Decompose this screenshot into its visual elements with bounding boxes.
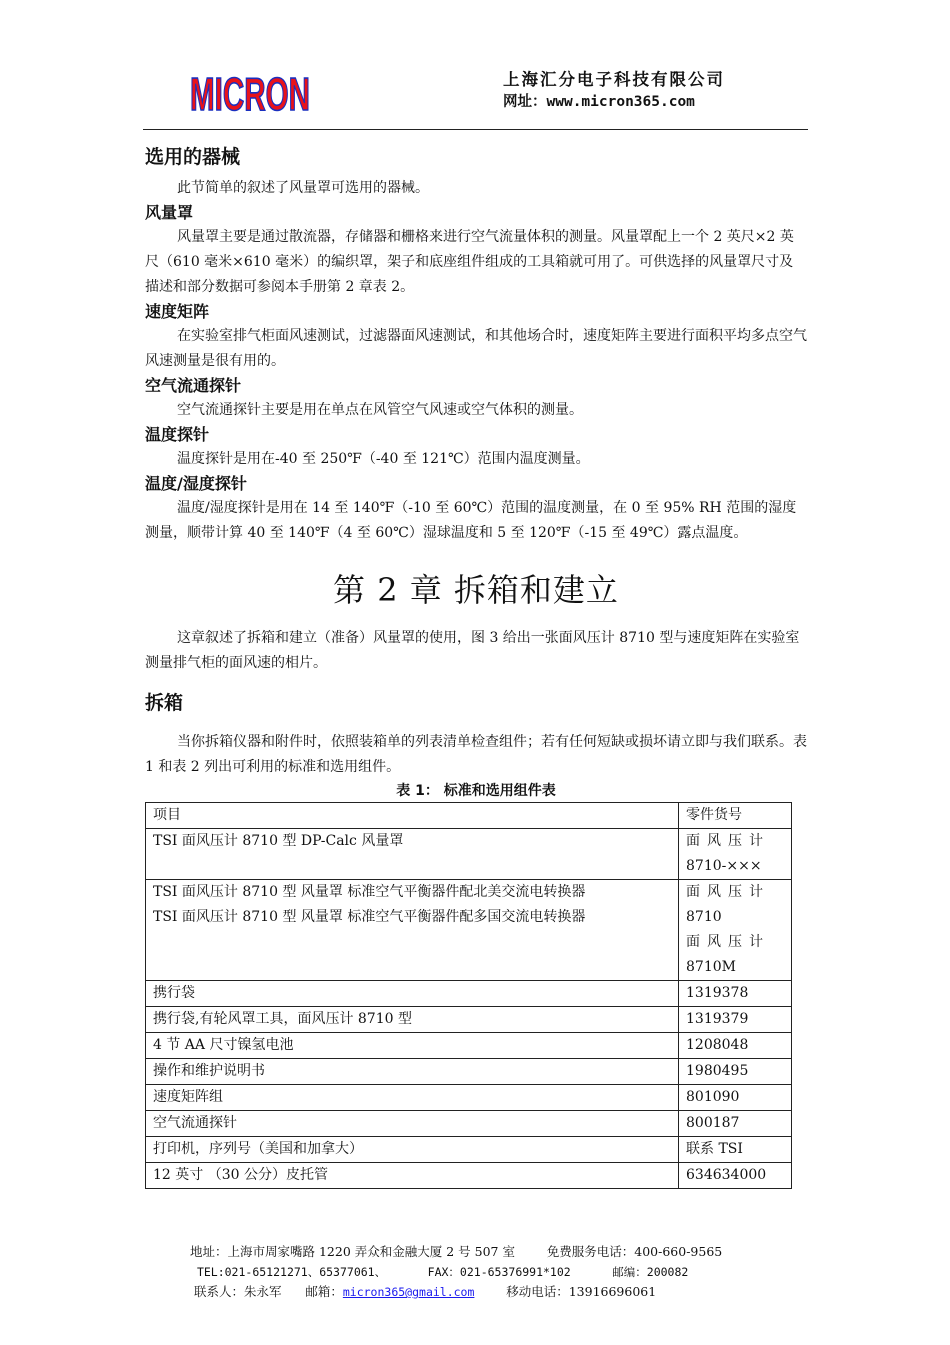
cell-item <box>146 1137 679 1163</box>
subsection-title-temp: 温度探针 <box>145 425 210 444</box>
footer-mobile: 移动电话：13916696061 <box>506 1284 657 1299</box>
part-line: 8710 <box>686 909 722 925</box>
unpack-paragraph: 当你拆箱仪器和附件时，依照装箱单的列表清单检查组件；若有任何短缺或损坏请立即与我们联系。表 1 和表 2 列出可利用的标准和选用组件。 <box>145 734 807 775</box>
footer-row-1 <box>190 1242 722 1262</box>
document-body <box>145 138 807 1189</box>
item-line: 打印机，序列号（美国和加拿大） <box>153 1141 363 1157</box>
website-url[interactable]: 网址：www.micron365.com <box>503 94 695 110</box>
company-name: 上海汇分电子科技有限公司 <box>503 70 725 89</box>
cell-item <box>146 1085 679 1111</box>
svg-text:MICRON: MICRON <box>190 68 310 120</box>
cell-part-number <box>679 1007 792 1033</box>
item-line: 12 英寸 （30 公分）皮托管 <box>153 1167 328 1183</box>
cell-part-number <box>679 1033 792 1059</box>
subsection-title-hood: 风量罩 <box>145 203 194 222</box>
cell-item <box>146 1111 679 1137</box>
equipment-intro: 此节简单的叙述了风量罩可选用的器械。 <box>177 180 429 196</box>
part-line: 1319379 <box>686 1011 749 1027</box>
header-item: 项目 <box>146 803 679 829</box>
footer-email-link[interactable]: micron365@gmail.com <box>342 1285 475 1299</box>
probe-paragraph: 空气流通探针主要是用在单点在风管空气风速或空气体积的测量。 <box>177 402 583 418</box>
part-line: 1980495 <box>686 1063 749 1079</box>
part-line: 8710-××× <box>686 858 762 874</box>
part-line: 面风压计 <box>686 934 770 950</box>
table-row <box>146 1059 792 1085</box>
table-caption: 表 1： 标准和选用组件表 <box>396 783 556 799</box>
table-row <box>146 1111 792 1137</box>
footer-email-label: 邮箱： <box>305 1284 343 1299</box>
subsection-title-probe: 空气流通探针 <box>145 376 242 395</box>
table-row <box>146 1085 792 1111</box>
footer-contact: 联系人：朱永军 <box>193 1284 282 1299</box>
part-line: 面风压计 <box>686 833 770 849</box>
section-title-unpack: 拆箱 <box>145 692 184 714</box>
humidity-paragraph: 温度/湿度探针是用在 14 至 140℉（-10 至 60℃）范围的温度测量，在 0 至 95% RH 范围的湿度测量，顺带计算 40 至 140℉（4 至 60℃）湿球温度和 5 至 120℉（-15 至 49℃）露点温度。 <box>145 500 797 541</box>
item-line: 速度矩阵组 <box>153 1089 223 1105</box>
footer-postcode: 邮编：200082 <box>612 1265 689 1279</box>
temp-paragraph: 温度探针是用在-40 至 250℉（-40 至 121℃）范围内温度测量。 <box>177 451 590 467</box>
item-line: TSI 面风压计 8710 型 风量罩 标准空气平衡器件配北美交流电转换器 <box>153 884 586 900</box>
components-table <box>145 802 792 1189</box>
item-line: TSI 面风压计 8710 型 风量罩 标准空气平衡器件配多国交流电转换器 <box>153 909 586 925</box>
part-line: 8710M <box>686 959 736 975</box>
cell-part-number <box>679 1137 792 1163</box>
cell-part-number <box>679 880 792 981</box>
footer-row-3 <box>190 1282 722 1302</box>
table-row <box>146 1137 792 1163</box>
item-line: 4 节 AA 尺寸镍氢电池 <box>153 1037 294 1053</box>
item-line: 携行袋,有轮风罩工具，面风压计 8710 型 <box>153 1011 412 1027</box>
hood-paragraph: 风量罩主要是通过散流器，存储器和栅格来进行空气流量体积的测量。风量罩配上一个 2 英尺×2 英尺（610 毫米×610 毫米）的编织罩，架子和底座组件组成的工具箱就可用了。可供选择的风量罩尺寸及描述和部分数据可参阅本手册第 2 章表 2。 <box>145 229 794 295</box>
cell-item <box>146 1059 679 1085</box>
micron-logo <box>188 66 312 120</box>
table-body <box>146 829 792 1189</box>
section-title-equipment: 选用的器械 <box>145 146 241 168</box>
footer-fax: FAX：021-65376991*102 <box>427 1265 571 1279</box>
chapter-intro: 这章叙述了拆箱和建立（准备）风量罩的使用，图 3 给出一张面风压计 8710 型与速度矩阵在实验室测量排气柜的面风速的相片。 <box>145 630 800 671</box>
table-header-row <box>146 803 792 829</box>
cell-part-number <box>679 1059 792 1085</box>
cell-part-number <box>679 1163 792 1189</box>
footer-tel: TEL:021-65121271、65377061、 <box>196 1265 387 1279</box>
table-row <box>146 1007 792 1033</box>
table-row <box>146 1033 792 1059</box>
cell-item <box>146 1163 679 1189</box>
subsection-title-humidity: 温度/湿度探针 <box>145 474 247 493</box>
cell-item <box>146 981 679 1007</box>
table-row <box>146 880 792 981</box>
part-line: 1319378 <box>686 985 749 1001</box>
item-line: 操作和维护说明书 <box>153 1063 265 1079</box>
footer-address: 地址：上海市周家嘴路 1220 弄众和金融大厦 2 号 507 室 <box>190 1244 515 1259</box>
item-line: 空气流通探针 <box>153 1115 237 1131</box>
part-line: 1208048 <box>686 1037 749 1053</box>
item-line: 携行袋 <box>153 985 195 1001</box>
item-line: TSI 面风压计 8710 型 DP-Calc 风量罩 <box>153 833 404 849</box>
cell-item <box>146 1033 679 1059</box>
cell-part-number <box>679 829 792 880</box>
matrix-paragraph: 在实验室排气柜面风速测试，过滤器面风速测试，和其他场合时，速度矩阵主要进行面积平均多点空气风速测量是很有用的。 <box>145 328 807 369</box>
subsection-title-matrix: 速度矩阵 <box>145 302 210 321</box>
header-divider <box>143 129 808 130</box>
page-footer <box>190 1242 722 1302</box>
table-row <box>146 981 792 1007</box>
footer-row-2 <box>190 1262 722 1282</box>
part-line: 面风压计 <box>686 884 770 900</box>
cell-part-number <box>679 1085 792 1111</box>
part-line: 801090 <box>686 1089 740 1105</box>
part-line: 800187 <box>686 1115 740 1131</box>
table-row <box>146 829 792 880</box>
footer-hotline: 免费服务电话：400-660-9565 <box>546 1244 723 1259</box>
cell-item <box>146 829 679 880</box>
part-line: 联系 TSI <box>686 1141 743 1157</box>
cell-part-number <box>679 981 792 1007</box>
table-row <box>146 1163 792 1189</box>
header-part-number: 零件货号 <box>679 803 792 829</box>
cell-item <box>146 880 679 981</box>
cell-item <box>146 1007 679 1033</box>
part-line: 634634000 <box>686 1167 767 1183</box>
cell-part-number <box>679 1111 792 1137</box>
chapter-title: 第 2 章 拆箱和建立 <box>333 571 619 609</box>
